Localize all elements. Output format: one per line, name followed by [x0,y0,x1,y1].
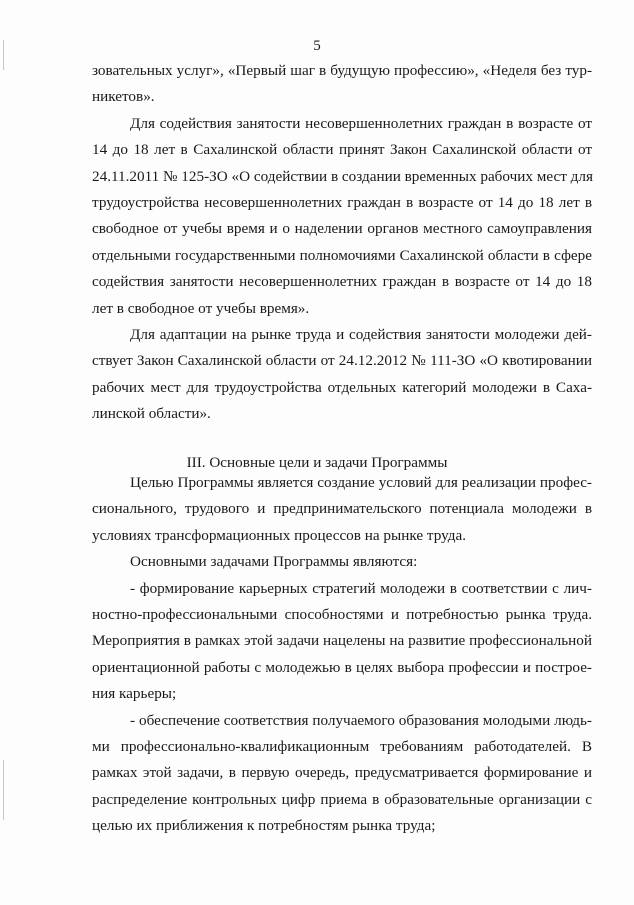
text-line: 24.11.2011 № 125-ЗО «О содействии в создании временных рабочих мест для [92,167,593,185]
text-line: Для содействия занятости несовершеннолетних граждан в возрасте от [130,114,592,132]
text-line: Для адаптации на рынке труда и содействия занятости молодежи дей- [130,325,592,343]
text-block-laws [92,58,592,427]
text-line: свободное от учебы время и о наделении органов местного самоуправления [92,220,592,238]
text-line: зовательных услуг», «Первый шаг в будущую профессию», «Неделя без тур- [92,62,592,79]
text-line: ния карьеры; [92,685,177,703]
text-line: никетов». [92,88,155,106]
text-line: целью их приближения к потребностям рынка труда; [92,817,436,835]
text-line: отдельными государственными полномочиями Сахалинской области в сфере [92,246,592,264]
text-line: лет в свободное от учебы время». [92,299,310,317]
text-line: ствует Закон Сахалинской области от 24.12.2012 № 111-ЗО «О квотировании [92,352,592,370]
page-number: 5 [313,38,321,54]
text-line: Целью Программы является создание условий для реализации профес- [130,474,592,491]
text-line: рабочих мест для трудоустройства отдельных категорий молодежи в Саха- [92,378,592,396]
text-line: трудоустройства несовершеннолетних граждан в возрасте от 14 до 18 лет в [92,193,592,211]
text-line: Мероприятия в рамках этой задачи нацелены на развитие профессиональной [92,632,592,650]
text-line: рамках этой задачи, в первую очередь, предусматривается формирование и [92,764,592,782]
text-line: 14 до 18 лет в Сахалинской области принят Закон Сахалинской области от [92,141,592,159]
text-line: - обеспечение соответствия получаемого образования молодыми людь- [130,711,592,729]
text-line: ориентационной работы с молодежью в целях выбора профессии и построе- [92,658,592,676]
text-line: распределение контрольных цифр приема в образовательные организации с [92,790,592,808]
text-line: содействия занятости несовершеннолетних граждан в возрасте от 14 до 18 [92,273,592,291]
text-line: Основными задачами Программы являются: [130,553,418,571]
scan-edge-mark [3,760,4,820]
text-line: условиях трансформационных процессов на рынке труда. [92,526,466,544]
section-heading: III. Основные цели и задачи Программы [186,454,448,471]
text-line: линской области». [92,405,211,423]
text-line: ми профессионально-квалификационным требованиям работодателей. В [92,737,592,755]
text-block-goals [92,470,592,839]
text-line: сионального, трудового и предпринимательского потенциала молодежи в [92,500,592,518]
text-line: - формирование карьерных стратегий молодежи в соответствии с лич- [130,579,592,597]
text-line: ностно-профессиональными способностями и потребностью рынка труда. [92,605,592,623]
